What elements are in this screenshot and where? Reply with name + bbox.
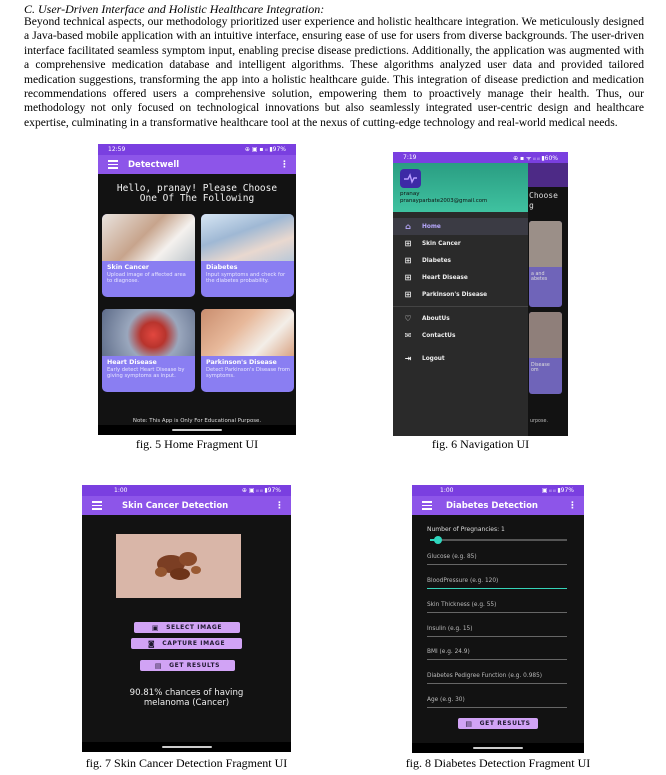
card-parkinsons[interactable]	[201, 309, 294, 392]
parkinsons-image	[201, 309, 294, 356]
card-heart-disease[interactable]	[102, 309, 195, 392]
slider-thumb[interactable]	[434, 536, 442, 544]
field-hint: Skin Thickness (e.g. 55)	[427, 602, 497, 608]
menu-icon[interactable]	[92, 501, 102, 509]
user-name: pranay	[400, 191, 420, 197]
nav-item-heart-disease[interactable]	[393, 269, 528, 286]
button-label: SELECT IMAGE	[166, 624, 223, 631]
result-line1: 90.81% chances of having	[129, 688, 244, 698]
app-title: Detectwell	[128, 159, 180, 170]
home-screen	[98, 144, 296, 435]
navigation-screen	[393, 152, 568, 436]
user-email: pranayparbate2003@gmail.com	[400, 198, 488, 204]
pregnancies-label: Number of Pregnancies: 1	[427, 526, 505, 533]
more-options-icon[interactable]: ⋮	[280, 159, 289, 170]
plus-box-icon: ⊞	[404, 290, 412, 299]
field-hint: BMI (e.g. 24.9)	[427, 649, 470, 655]
field-hint: BloodPressure (e.g. 120)	[427, 578, 499, 584]
peek-text-1: a and abetes	[531, 272, 548, 282]
status-icons: ⊕ ▪ ᯤ ᵢₗ ᵢₗ ▮60%	[513, 154, 558, 162]
skin-thickness-input[interactable]	[427, 595, 567, 613]
button-label: CAPTURE IMAGE	[162, 640, 226, 647]
home-icon: ⌂	[405, 222, 411, 231]
card-desc: Upload image of affected area to diagnose.	[107, 272, 186, 284]
fig6-caption: fig. 6 Navigation UI	[431, 437, 530, 451]
greeting-line2: One Of The Following	[139, 193, 255, 204]
pregnancies-slider[interactable]	[430, 539, 567, 541]
nav-item-parkinsons[interactable]	[393, 286, 528, 303]
menu-icon[interactable]	[422, 501, 432, 509]
card-title: Heart Disease	[107, 359, 157, 366]
status-time: 1:00	[440, 487, 454, 494]
fig5-caption: fig. 5 Home Fragment UI	[135, 437, 259, 451]
peek-title-2: g	[529, 201, 534, 210]
gesture-bar	[82, 742, 291, 752]
status-icons: ⊕ ▣ ▪ ᵢₗ ▮97%	[244, 146, 286, 153]
background-card-1	[529, 221, 562, 307]
section-heading: C. User-Driven Interface and Holistic Healthcare Integration:	[24, 2, 325, 16]
nav-label: Diabetes	[422, 257, 451, 264]
diabetes-screen	[412, 485, 584, 753]
results-icon: ▤	[465, 719, 473, 728]
screen-title: Diabetes Detection	[446, 500, 538, 511]
result-line2: melanoma (Cancer)	[143, 698, 230, 708]
mail-icon: ✉	[404, 331, 412, 340]
button-label: GET RESULTS	[479, 720, 531, 727]
nav-label: Heart Disease	[422, 274, 468, 281]
blood-pressure-input[interactable]	[427, 571, 567, 589]
status-bar	[98, 144, 296, 155]
nav-label: AboutUs	[422, 315, 450, 322]
pedigree-function-input[interactable]	[427, 666, 567, 684]
navigation-drawer	[393, 163, 528, 436]
card-title: Diabetes	[206, 264, 238, 271]
capture-image-button[interactable]	[131, 638, 242, 649]
plus-box-icon: ⊞	[404, 273, 412, 282]
prediction-result	[82, 688, 291, 708]
field-hint: Diabetes Pedigree Function (e.g. 0.985)	[427, 673, 543, 679]
image-icon: ▣	[151, 623, 160, 632]
more-options-icon[interactable]: ⋮	[568, 500, 577, 511]
background-title	[529, 191, 558, 211]
field-hint: Glucose (e.g. 85)	[427, 554, 477, 560]
heart-pulse-icon: ♡	[404, 314, 412, 323]
card-desc: Detect Parkinson's Disease from symptoms.	[206, 367, 290, 379]
diabetes-image	[201, 214, 294, 261]
status-icons: ⊕ ▣ ᵢₗ ᵢₗ ▮97%	[241, 487, 281, 494]
section-paragraph: Beyond technical aspects, our methodology prioritized user experience and holistic healthcare integration. We meticulously designed a Java-based mobile application with an intuitive interface, ensuring ease of use for users from diverse backgrounds. The user-driven interface facilitated seamless symptom input, enabling precise disease predictions. Additionally, the application was augmented with a comprehensive medication database and intelligent algorithms. These algorithms analyzed user data and provided tailored medication suggestions, transforming the app into a holistic healthcare guide. This integration of disease prediction and medication recommendations offered users a comprehensive solution, empowering them to proactively manage their health. Thus, our methodology not only focused on technological innovations but also seamlessly integrated user-centric design and healthcare expertise, culminating in a transformative healthcare tool at the nexus of cutting-edge technology and real-world medical needs.	[24, 15, 644, 129]
status-bar	[393, 152, 568, 163]
nav-label: Skin Cancer	[422, 240, 461, 247]
card-desc: Early detect Heart Disease by giving symptoms as input.	[107, 367, 185, 379]
get-results-button[interactable]	[140, 660, 235, 671]
bmi-input[interactable]	[427, 642, 567, 660]
greeting-line1: Hello, pranay! Please Choose	[116, 183, 278, 194]
peek-note: urpose.	[530, 419, 548, 424]
button-label: GET RESULTS	[169, 662, 221, 669]
status-bar	[412, 485, 584, 496]
get-results-button[interactable]	[458, 718, 538, 729]
age-input[interactable]	[427, 690, 567, 708]
status-bar	[82, 485, 291, 496]
card-title: Skin Cancer	[107, 264, 150, 271]
plus-box-icon: ⊞	[404, 239, 412, 248]
card-title: Parkinson's Disease	[206, 359, 277, 366]
app-bar	[412, 496, 584, 515]
app-bar	[82, 496, 291, 515]
gesture-bar	[412, 743, 584, 753]
screen-title: Skin Cancer Detection	[122, 500, 229, 511]
logout-icon: ⇥	[404, 354, 412, 363]
status-icons: ▣ ᵢₗ ᵢₗ ▮97%	[541, 487, 574, 494]
nav-label: Logout	[422, 355, 445, 362]
card-desc: Input symptoms and check for the diabetes probability.	[206, 272, 286, 284]
more-options-icon[interactable]: ⋮	[275, 500, 284, 511]
glucose-input[interactable]	[427, 547, 567, 565]
skin-cancer-image	[102, 214, 195, 261]
peek-title-1: Choose	[529, 191, 558, 200]
menu-icon[interactable]	[108, 160, 118, 168]
field-hint: Age (e.g. 30)	[427, 697, 465, 703]
fig7-caption: fig. 7 Skin Cancer Detection Fragment UI	[85, 756, 288, 770]
gesture-bar	[98, 425, 296, 435]
peek-text-2: Disease om	[531, 363, 550, 373]
nav-item-home[interactable]	[393, 218, 528, 235]
card-skin-cancer[interactable]	[102, 214, 195, 297]
fig8-caption: fig. 8 Diabetes Detection Fragment UI	[405, 756, 591, 770]
nav-label: Home	[422, 223, 441, 230]
background-card-2	[529, 312, 562, 394]
drawer-header	[393, 163, 528, 212]
select-image-button[interactable]	[134, 622, 240, 633]
divider	[393, 306, 528, 307]
field-hint: Insulin (e.g. 15)	[427, 626, 473, 632]
disclaimer-note: Note: This App is Only For Educational Purpose.	[132, 418, 262, 424]
status-time: 1:00	[114, 487, 128, 494]
nav-label: ContactUs	[422, 332, 456, 339]
status-time: 12:59	[108, 146, 126, 153]
nav-item-contactus[interactable]	[393, 327, 528, 344]
insulin-input[interactable]	[427, 619, 567, 637]
skin-cancer-screen	[82, 485, 291, 752]
nav-item-aboutus[interactable]	[393, 310, 528, 327]
skin-lesion-image	[116, 534, 241, 598]
nav-item-diabetes[interactable]	[393, 252, 528, 269]
app-logo-icon	[400, 169, 421, 188]
app-bar	[98, 155, 296, 174]
nav-item-logout[interactable]	[393, 350, 528, 367]
status-time: 7:19	[403, 154, 417, 161]
plus-box-icon: ⊞	[404, 256, 412, 265]
heart-disease-image	[102, 309, 195, 356]
camera-icon: ◙	[147, 639, 156, 648]
card-diabetes[interactable]	[201, 214, 294, 297]
greeting	[98, 184, 296, 204]
nav-item-skin-cancer[interactable]	[393, 235, 528, 252]
results-icon: ▤	[154, 661, 163, 670]
nav-label: Parkinson's Disease	[422, 291, 488, 298]
